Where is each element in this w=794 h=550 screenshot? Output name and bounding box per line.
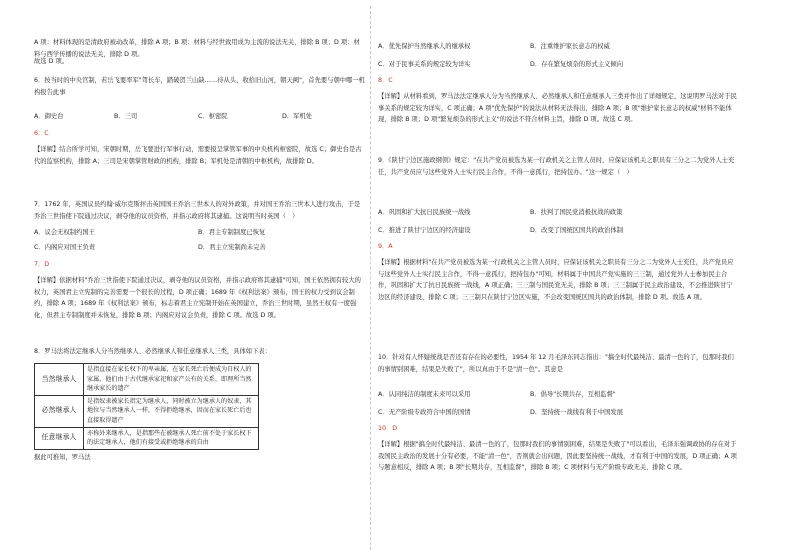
explanation-8: 【详解】从材料看到，罗马法法定继承人分为当然继承人、必然继承人和任意继承人三类并作出了详细规定，这说明罗马法对于民事关系的规定较为详实，C 项正确；A 项"优先保护"的说法从材料无法得出，排除 A 项；B 项"维护家长意志的权威"材料不能体现，排除 B 项；D 项"繁复烦杂的形式主义"的说法不符合材料主旨，排除 D 项。故选 C 项。 bbox=[378, 93, 737, 124]
table-cell-desc: 是指直接在家长权下的卑亲属，在家长死亡后便成为自权人的家属，他们由于古代继承家祀和家产公有的关系，即理所当然继承家长的遗产 bbox=[84, 364, 259, 396]
heir-types-table bbox=[34, 363, 259, 450]
question-8-option-d: D．存在繁复烦杂的形式主义倾向 bbox=[530, 61, 624, 68]
question-6: 6．按当时的中央官制，若岳飞要率军"驾长车，踏破贺兰山缺……待从头，收拾旧山河，朝天阙"，首先要与朝中哪一机构报告此事 bbox=[34, 77, 365, 96]
explanation-9: 【详解】根据材料"在共产党员被选为某一行政机关之主管人员时，应保证该机关之职员有三分之二为党外人士充任，共产党员应与这些党外人士实行民主合作，不得一意孤行，把持包办"可知，材料属于中国共产党实施的三三制，通过党外人士参加民主合作，巩固和扩大了抗日民族统一战线，A 项正确；三三制与国民党无关，排除 B 项；三三制属于民主政治建设，不会推进陕甘宁边区的经济建设，排除 C 项；三三制只在陕甘宁边区实施，不会改变国统区国共的政治体制，排除 D 项。故选 A 项。 bbox=[378, 259, 734, 301]
table-cell-name: 当然继承人 bbox=[35, 364, 84, 396]
question-10-option-c: C．无产阶级专政符合中国的国情 bbox=[378, 409, 471, 416]
question-7: 7．1762 年，英国议员约翰·威尔克斯抨击英国国王乔治三世本人的对外政策，并对国王乔治三世本人进行攻击，于是乔治三世指使下院通过决议，剥夺他的议员资格，并指示政府将其逮捕。这说明当时英国（ ） bbox=[34, 201, 361, 220]
question-6-option-a: A．御史台 bbox=[34, 113, 64, 120]
explanation-6: 【详解】结合所学可知，宋朝时期，岳飞要进行军事行动，需要报呈掌管军事的中央机构枢密院，故选 C；御史台是古代的监察机构，排除 A；三司是宋朝掌管财政的机构，排除 B；军机处是清朝的中枢机构，故排除 D。 bbox=[34, 146, 362, 165]
question-9-option-d: D．改变了国统区国共的政治体制 bbox=[530, 227, 624, 234]
prev-answer-conclusion: 故选 D 项。 bbox=[34, 58, 69, 65]
answer-7: 7．D bbox=[34, 261, 50, 268]
question-10: 10．针对有人怀疑统战是否还有存在的必要性，1954 年 12 月毛泽东同志指出："搞全时代最纯洁、最清一色的了，包那时我们的事情别困难，结果是失败了"，所以真由于不是"清一色"。其意是 bbox=[378, 354, 734, 373]
question-6-option-d: D．军机处 bbox=[282, 113, 313, 120]
explanation-10: 【详解】根据"搞全时代最纯洁、最清一色的了，包那时我们的事情别困难，结果是失败了"可以看出，毛泽东强调政协的存在对于我国民主政治的发展十分有必要，不能"清一色"，否则就会出问题，因此要坚持统一战线，才有利于中国的发展，D 项正确；A 项与题意相反，排除 A 项；B 项"长期共存，互相监督"，排除 B 项；C 项材料与无产阶级专政无关，排除 C 项。 bbox=[378, 441, 737, 472]
question-9-option-a: A．巩固和扩大抗日民族统一战线 bbox=[378, 209, 471, 216]
prev-explanation-text: A 项：材料体现的是清政府被动改革，排除 A 项；B 项：材料与经世致用成为主流的说法无关，排除 B 项；D 项：材料与西学传播的说法无关，排除 D 项。 bbox=[34, 39, 360, 58]
answer-8: 8．C bbox=[378, 77, 393, 84]
question-7-option-c: C．内阁应对国王负责 bbox=[34, 244, 96, 251]
question-6-option-c: C．枢密院 bbox=[198, 113, 228, 120]
question-8-option-b: B．注重维护家长意志的权威 bbox=[530, 43, 610, 50]
table-cell-name: 任意继承人 bbox=[35, 427, 84, 449]
table-cell-desc: 是指奴隶被家长指定为继承人，同时被立为继承人的奴隶，其地位与当然继承人一样，不得拒绝继承，因而在家长死亡后也直接取得遗产 bbox=[84, 395, 259, 427]
table-row bbox=[35, 395, 259, 427]
question-7-option-d: D．君主立宪制尚未完善 bbox=[198, 244, 266, 251]
question-10-option-d: D．坚持统一战线有利于中国发展 bbox=[530, 409, 624, 416]
question-10-option-b: B．倡导"长期共存，互相监督" bbox=[530, 391, 616, 398]
table-cell-name: 必然继承人 bbox=[35, 395, 84, 427]
table-row bbox=[35, 364, 259, 396]
question-10-option-a: A．认同纯洁的制度未来可以采用 bbox=[378, 391, 471, 398]
question-9: 9．《陕甘宁边区施政纲领》规定："在共产党员被选为某一行政机关之主管人员时，应保证该机关之职员有三分之二为党外人士充任，共产党员应与这些党外人士实行民主合作，不得一意孤行，把持包办。"这一规定（ ） bbox=[378, 157, 735, 176]
answer-10: 10．D bbox=[378, 425, 398, 432]
question-8-stem-end: 据此可推知，罗马法 bbox=[34, 454, 91, 461]
question-7-option-b: B．君主专制制度已恢复 bbox=[198, 229, 266, 236]
explanation-7: 【详解】依据材料"乔治三世指使下院通过决议，剥夺他的议员资格，并指示政府将其逮捕"可知，国王依然拥有较大的权力，英国君主立宪制的完善需要一个很长的过程，D 项正确；1689 年《权利法案》颁布，国王的权力受到议会制约，排除 A 项；1689 年《权利法案》颁布，标志着君主立宪制开始在英国建立，乔治三世时期，虽然王权有一度强化，但君主专制制度并未恢复，排除 B 项；内阁应对议会负责，排除 C 项。故选 D 项。 bbox=[34, 277, 361, 319]
answer-9: 9．A bbox=[378, 243, 393, 250]
table-cell-desc: 亦称外来继承人，是指那些在被继承人死亡前不处于家长权下的法定继承人，他们有接受或拒绝继承的自由 bbox=[84, 427, 259, 449]
question-9-option-b: B．扶判了国民党消极抗战的政策 bbox=[530, 209, 623, 216]
question-9-option-c: C．推进了陕甘宁边区的经济建设 bbox=[378, 227, 471, 234]
question-8-option-a: A．优先保护当然继承人的继承权 bbox=[378, 43, 471, 50]
question-8-option-c: C．对于民事关系的规定较为详实 bbox=[378, 61, 471, 68]
question-7-option-a: A．议会无权制约国王 bbox=[34, 229, 95, 236]
question-8: 8．罗马法将法定继承人分当然继承人、必然继承人和任意继承人三类，具体如下表： bbox=[34, 348, 271, 355]
table-row bbox=[35, 427, 259, 449]
answer-6: 6．C bbox=[34, 130, 49, 137]
question-6-option-b: B．三司 bbox=[114, 113, 138, 120]
column-divider bbox=[370, 6, 371, 550]
